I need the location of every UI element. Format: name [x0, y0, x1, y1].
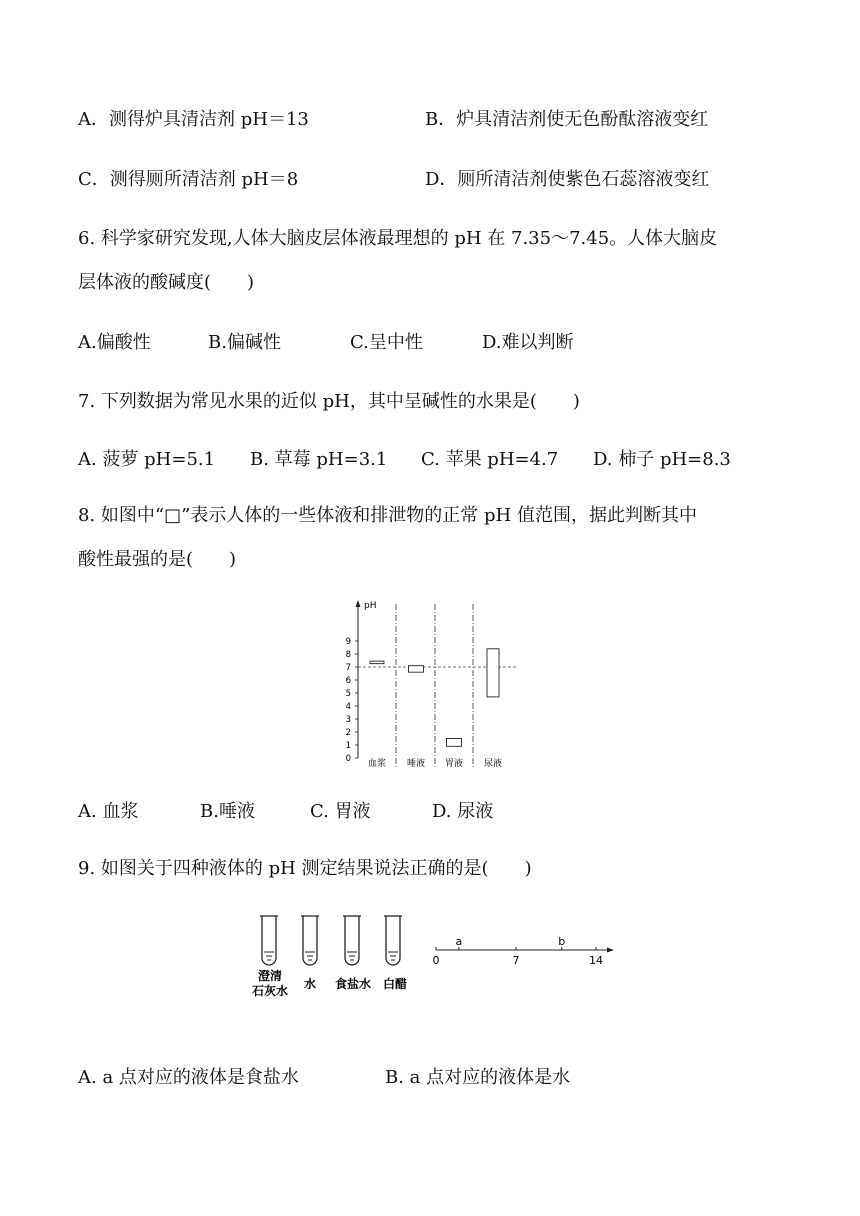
scale-tick-0: 0: [432, 954, 440, 967]
q8-stem-line1: 8. 如图中“□”表示人体的一些体液和排泄物的正常 pH 值范围，据此判断其中: [78, 505, 697, 526]
tube-label: 水: [303, 977, 317, 991]
tube-label-line2: 石灰水: [251, 984, 289, 998]
ph-range-box: [487, 649, 499, 697]
ph-tick-label: 0: [345, 754, 351, 764]
fluid-label: 尿液: [483, 759, 503, 769]
scale-tick-14: 14: [589, 954, 603, 967]
q7-option-a: A. 菠萝 pH=5.1: [78, 449, 216, 470]
fluid-label: 唾液: [406, 759, 426, 769]
ph-tick-label: 3: [345, 715, 351, 725]
point-b-label: b: [558, 935, 566, 948]
ph-tick-label: 4: [345, 702, 351, 712]
q9-option-a: A. a 点对应的液体是食盐水: [78, 1067, 299, 1088]
q7-option-b: B. 草莓 pH=3.1: [250, 449, 388, 470]
point-a-label: a: [455, 935, 463, 948]
ph-tick-label: 1: [345, 741, 351, 751]
tube-label-line1: 澄清: [257, 969, 283, 983]
fluid-label: 胃液: [444, 759, 464, 769]
fluid-label: 血浆: [367, 759, 387, 769]
q7-stem: 7. 下列数据为常见水果的近似 pH，其中呈碱性的水果是( ): [78, 391, 580, 412]
q8-option-c: C. 胃液: [310, 801, 371, 822]
q6-stem-line2: 层体液的酸碱度( ): [78, 272, 255, 293]
ph-scale-figure: [428, 932, 618, 972]
q5-option-a: A．测得炉具清洁剂 pH＝13: [78, 109, 309, 130]
q6-option-b: B.偏碱性: [208, 332, 281, 353]
ph-tick-label: 9: [345, 637, 351, 647]
ph-range-box: [409, 666, 424, 673]
ph-tick-label: 5: [345, 689, 351, 699]
q6-option-a: A.偏酸性: [78, 332, 151, 353]
q9-stem: 9. 如图关于四种液体的 pH 测定结果说法正确的是( ): [78, 858, 532, 879]
tube-label: 白醋: [382, 977, 408, 991]
ph-tick-label: 8: [345, 650, 351, 660]
q6-option-d: D.难以判断: [482, 332, 574, 353]
ph-tick-label: 6: [345, 676, 351, 686]
test-tube: [345, 916, 359, 965]
ph-range-box: [370, 661, 384, 664]
scale-arrow: [607, 948, 614, 953]
ph-range-box: [447, 739, 462, 747]
q6-stem-line1: 6. 科学家研究发现,人体大脑皮层体液最理想的 pH 在 7.35～7.45。人体大脑皮: [78, 228, 718, 249]
scale-tick-7: 7: [512, 954, 520, 967]
ph-axis-arrow: [356, 600, 361, 607]
q8-stem-line2: 酸性最强的是( ): [78, 549, 237, 570]
ph-axis-label: pH: [364, 601, 377, 611]
q7-option-d: D. 柿子 pH=8.3: [593, 449, 731, 470]
q5-option-c: C．测得厕所清洁剂 pH＝8: [78, 169, 299, 190]
q8-option-b: B.唾液: [200, 801, 255, 822]
q9-option-b: B. a 点对应的液体是水: [385, 1067, 571, 1088]
q7-option-c: C. 苹果 pH=4.7: [421, 449, 559, 470]
test-tubes-figure: [245, 912, 425, 1027]
q8-option-a: A. 血浆: [78, 801, 139, 822]
test-tube: [303, 916, 317, 965]
q6-option-c: C.呈中性: [350, 332, 423, 353]
ph-range-figure: [340, 598, 520, 778]
ph-tick-label: 7: [345, 663, 351, 673]
q5-option-b: B．炉具清洁剂使无色酚酞溶液变红: [425, 109, 709, 130]
test-tube: [386, 916, 400, 965]
test-tube: [262, 916, 276, 965]
tube-label: 食盐水: [334, 977, 372, 991]
q5-option-d: D．厕所清洁剂使紫色石蕊溶液变红: [425, 169, 710, 190]
ph-tick-label: 2: [345, 728, 351, 738]
q8-option-d: D. 尿液: [432, 801, 494, 822]
